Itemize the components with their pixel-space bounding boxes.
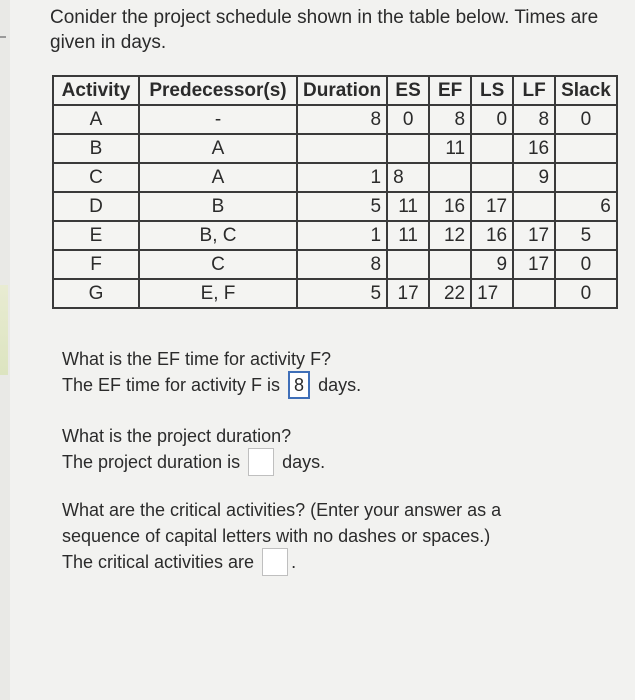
- cell-lf: 9: [513, 163, 555, 192]
- problem-intro: Conider the project schedule shown in the table below. Times are given in days.: [50, 7, 599, 53]
- cell-slack: [555, 163, 617, 192]
- answer-suffix: .: [291, 552, 297, 572]
- cell-ef: [429, 163, 471, 192]
- header-predecessors: Predecessor(s): [139, 76, 297, 105]
- cell-activity: B: [53, 134, 139, 163]
- cell-predecessors: A: [139, 134, 297, 163]
- cell-ls: [471, 134, 513, 163]
- cell-slack: 0: [555, 279, 617, 308]
- header-duration: Duration: [297, 76, 387, 105]
- cell-es: 17: [387, 279, 429, 308]
- cell-lf: [513, 279, 555, 308]
- cell-es: 0: [387, 105, 429, 134]
- table-row: [53, 134, 617, 163]
- answer-line: [62, 372, 361, 400]
- cell-predecessors: A: [139, 163, 297, 192]
- cell-es: 8: [387, 163, 429, 192]
- cell-es: 11: [387, 221, 429, 250]
- question-critical-activities: [62, 497, 582, 577]
- cell-lf: 17: [513, 221, 555, 250]
- cell-slack: 5: [555, 221, 617, 250]
- cell-es: [387, 250, 429, 279]
- highlight-edge: [0, 285, 8, 375]
- cell-lf: [513, 192, 555, 221]
- cell-slack: 0: [555, 105, 617, 134]
- cell-ls: 17: [471, 279, 513, 308]
- header-ef: EF: [429, 76, 471, 105]
- ef-answer-input[interactable]: 8: [288, 371, 310, 399]
- cell-activity: C: [53, 163, 139, 192]
- cell-predecessors: B, C: [139, 221, 297, 250]
- cell-predecessors: C: [139, 250, 297, 279]
- table-row: [53, 279, 617, 308]
- table-row: [53, 221, 617, 250]
- question-text: What are the critical activities? (Enter your answer as a sequence of capital letters with no dashes or spaces.): [62, 500, 502, 546]
- cell-activity: D: [53, 192, 139, 221]
- header-ls: LS: [471, 76, 513, 105]
- cell-predecessors: E, F: [139, 279, 297, 308]
- answer-suffix: days.: [318, 375, 362, 395]
- answer-line: [62, 449, 325, 477]
- cell-lf: 17: [513, 250, 555, 279]
- cell-ef: 22: [429, 279, 471, 308]
- question-ef-f: [62, 346, 361, 400]
- question-text: What is the project duration?: [62, 426, 292, 446]
- header-es: ES: [387, 76, 429, 105]
- cell-ls: 9: [471, 250, 513, 279]
- answer-line: [62, 549, 582, 577]
- cell-ef: 12: [429, 221, 471, 250]
- answer-suffix: days.: [282, 452, 326, 472]
- header-lf: LF: [513, 76, 555, 105]
- cell-ls: 17: [471, 192, 513, 221]
- cell-ef: 8: [429, 105, 471, 134]
- cell-activity: E: [53, 221, 139, 250]
- cell-slack: 6: [555, 192, 617, 221]
- cell-es: [387, 134, 429, 163]
- cell-duration: 1: [297, 221, 387, 250]
- cell-activity: F: [53, 250, 139, 279]
- table-row: [53, 163, 617, 192]
- cell-lf: 8: [513, 105, 555, 134]
- cell-activity: A: [53, 105, 139, 134]
- cell-duration: 5: [297, 279, 387, 308]
- question-text: What is the EF time for activity F?: [62, 349, 332, 369]
- table-header-row: [53, 76, 617, 105]
- cell-activity: G: [53, 279, 139, 308]
- cell-ef: [429, 250, 471, 279]
- cell-ls: 16: [471, 221, 513, 250]
- cell-predecessors: B: [139, 192, 297, 221]
- cell-predecessors: -: [139, 105, 297, 134]
- answer-prefix: The EF time for activity F is: [62, 375, 281, 395]
- cell-slack: [555, 134, 617, 163]
- cell-ls: 0: [471, 105, 513, 134]
- margin-dash: [0, 36, 6, 38]
- answer-prefix: The critical activities are: [62, 552, 255, 572]
- question-project-duration: [62, 423, 325, 477]
- cell-duration: 8: [297, 250, 387, 279]
- cell-ef: 11: [429, 134, 471, 163]
- cell-duration: [297, 134, 387, 163]
- cell-lf: 16: [513, 134, 555, 163]
- table-row: [53, 105, 617, 134]
- table-row: [53, 250, 617, 279]
- critical-answer-input[interactable]: [262, 548, 288, 576]
- header-activity: Activity: [53, 76, 139, 105]
- schedule-table: [52, 75, 618, 309]
- table-row: [53, 192, 617, 221]
- cell-duration: 1: [297, 163, 387, 192]
- header-slack: Slack: [555, 76, 617, 105]
- answer-prefix: The project duration is: [62, 452, 241, 472]
- cell-duration: 8: [297, 105, 387, 134]
- duration-answer-input[interactable]: [248, 448, 274, 476]
- cell-ef: 16: [429, 192, 471, 221]
- cell-slack: 0: [555, 250, 617, 279]
- cell-ls: [471, 163, 513, 192]
- cell-duration: 5: [297, 192, 387, 221]
- cell-es: 11: [387, 192, 429, 221]
